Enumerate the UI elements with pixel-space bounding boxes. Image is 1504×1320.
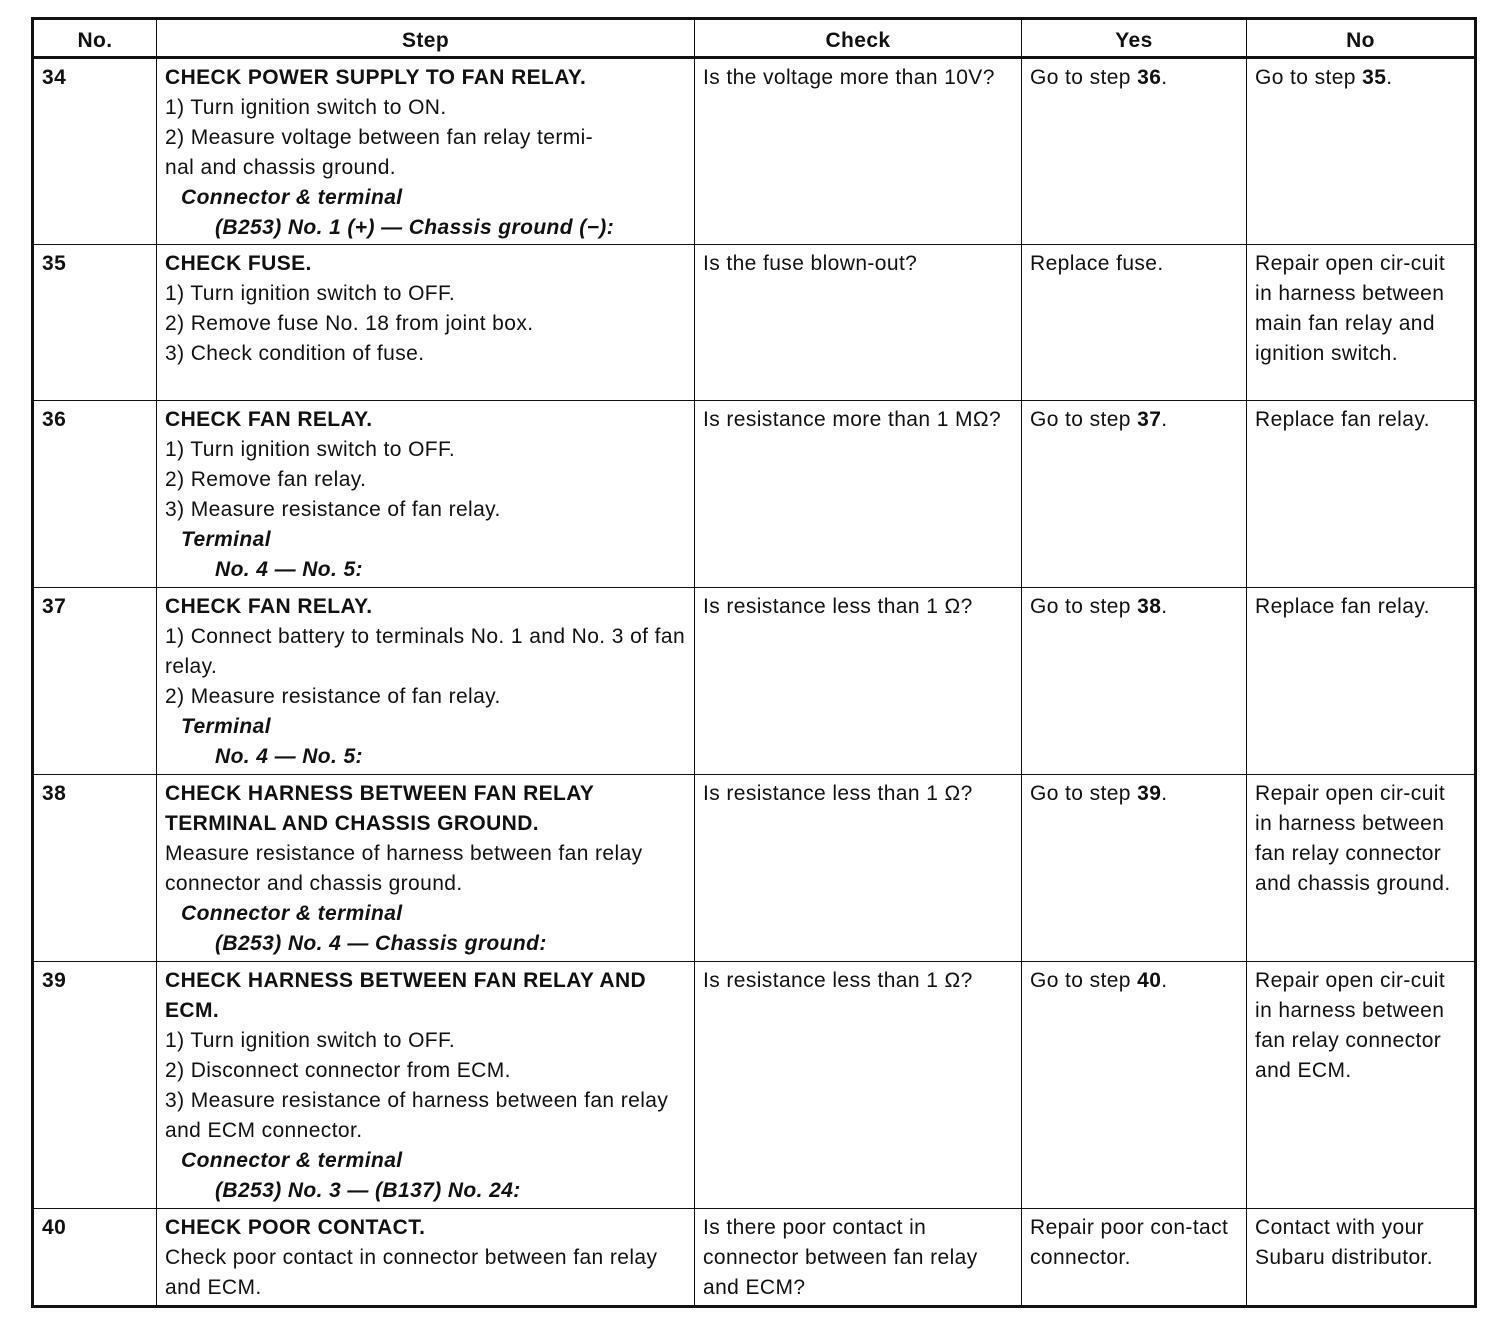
no-cell: Repair open cir-cuit in harness between main fan relay and ignition switch.: [1247, 245, 1476, 401]
terminal-label: Terminal: [181, 528, 271, 551]
yes-step-number: 39: [1137, 782, 1162, 805]
step-line: 1) Turn ignition switch to OFF.: [165, 282, 456, 305]
connector-label: Connector & terminal: [181, 902, 403, 925]
header-row: [33, 19, 1476, 58]
step-line: 2) Disconnect connector from ECM.: [165, 1059, 511, 1082]
connector-spec: (B253) No. 1 (+) — Chassis ground (−):: [215, 216, 615, 239]
table-row: [33, 245, 1476, 401]
table-row: [33, 1209, 1476, 1307]
yes-text: Go to step: [1030, 408, 1138, 431]
check-cell: Is resistance less than 1 Ω?: [695, 775, 1022, 962]
yes-cell: [1022, 775, 1247, 962]
yes-step-number: 36: [1137, 66, 1162, 89]
step-line: 1) Turn ignition switch to OFF.: [165, 1029, 456, 1052]
no-suffix: .: [1386, 66, 1393, 89]
check-cell: Is there poor contact in connector between fan relay and ECM?: [695, 1209, 1022, 1307]
table-row: [33, 588, 1476, 775]
no-cell: Repair open cir-cuit in harness between fan relay connector and ECM.: [1247, 962, 1476, 1209]
yes-cell: Repair poor con-tact connector.: [1022, 1209, 1247, 1307]
step-line: Check poor contact in connector between fan relay and ECM.: [165, 1246, 658, 1299]
table-row: [33, 58, 1476, 245]
step-line: 2) Measure voltage between fan relay termi-: [165, 126, 594, 149]
yes-text: Go to step: [1030, 66, 1138, 89]
step-line: nal and chassis ground.: [165, 156, 397, 179]
step-cell: [157, 775, 695, 962]
yes-step-number: 38: [1137, 595, 1162, 618]
connector-label: Connector & terminal: [181, 1149, 403, 1172]
step-number: 37: [33, 588, 157, 775]
step-line: 1) Turn ignition switch to ON.: [165, 96, 447, 119]
connector-label: Connector & terminal: [181, 186, 403, 209]
yes-text: Go to step: [1030, 969, 1138, 992]
step-line: 2) Measure resistance of fan relay.: [165, 685, 501, 708]
yes-suffix: .: [1161, 595, 1168, 618]
no-cell: [1247, 58, 1476, 245]
header-check: Check: [695, 19, 1022, 58]
check-cell: Is resistance less than 1 Ω?: [695, 588, 1022, 775]
header-no-result: No: [1247, 19, 1476, 58]
step-number: 35: [33, 245, 157, 401]
yes-suffix: .: [1161, 782, 1168, 805]
yes-cell: [1022, 401, 1247, 588]
step-title: CHECK POWER SUPPLY TO FAN RELAY.: [165, 66, 587, 89]
yes-step-number: 40: [1137, 969, 1162, 992]
no-step-number: 35: [1362, 66, 1387, 89]
check-cell: Is the voltage more than 10V?: [695, 58, 1022, 245]
yes-cell: Replace fuse.: [1022, 245, 1247, 401]
step-title: CHECK FAN RELAY.: [165, 408, 373, 431]
step-title: CHECK HARNESS BETWEEN FAN RELAY TERMINAL AND CHASSIS GROUND.: [165, 782, 594, 835]
step-title: CHECK POOR CONTACT.: [165, 1216, 426, 1239]
yes-suffix: .: [1161, 66, 1168, 89]
step-number: 40: [33, 1209, 157, 1307]
step-number: 34: [33, 58, 157, 245]
step-line: 1) Connect battery to terminals No. 1 and No. 3 of fan relay.: [165, 625, 686, 678]
step-title: CHECK FUSE.: [165, 252, 312, 275]
step-cell: [157, 245, 695, 401]
yes-suffix: .: [1161, 408, 1168, 431]
diagnostic-table: [31, 17, 1477, 1308]
step-line: 2) Remove fan relay.: [165, 468, 367, 491]
no-cell: Replace fan relay.: [1247, 588, 1476, 775]
yes-text: Go to step: [1030, 782, 1138, 805]
step-cell: [157, 962, 695, 1209]
step-cell: [157, 588, 695, 775]
connector-spec: (B253) No. 3 — (B137) No. 24:: [215, 1179, 521, 1202]
header-yes: Yes: [1022, 19, 1247, 58]
step-line: 3) Measure resistance of harness between fan relay and ECM connector.: [165, 1089, 669, 1142]
table-row: [33, 775, 1476, 962]
no-text: Go to step: [1255, 66, 1363, 89]
yes-cell: [1022, 588, 1247, 775]
terminal-spec: No. 4 — No. 5:: [215, 745, 363, 768]
step-cell: [157, 1209, 695, 1307]
table-row: [33, 401, 1476, 588]
step-line: 1) Turn ignition switch to OFF.: [165, 438, 456, 461]
check-cell: Is resistance less than 1 Ω?: [695, 962, 1022, 1209]
no-cell: Repair open cir-cuit in harness between fan relay connector and chassis ground.: [1247, 775, 1476, 962]
connector-spec: (B253) No. 4 — Chassis ground:: [215, 932, 547, 955]
step-line: 3) Check condition of fuse.: [165, 342, 425, 365]
step-title: CHECK HARNESS BETWEEN FAN RELAY AND ECM.: [165, 969, 647, 1022]
header-no: No.: [33, 19, 157, 58]
step-number: 39: [33, 962, 157, 1209]
check-cell: Is resistance more than 1 MΩ?: [695, 401, 1022, 588]
step-number: 36: [33, 401, 157, 588]
step-number: 38: [33, 775, 157, 962]
step-cell: [157, 58, 695, 245]
terminal-label: Terminal: [181, 715, 271, 738]
terminal-spec: No. 4 — No. 5:: [215, 558, 363, 581]
table-row: [33, 962, 1476, 1209]
check-cell: Is the fuse blown-out?: [695, 245, 1022, 401]
yes-step-number: 37: [1137, 408, 1162, 431]
step-line: Measure resistance of harness between fan relay connector and chassis ground.: [165, 842, 643, 895]
no-cell: Replace fan relay.: [1247, 401, 1476, 588]
step-line: 3) Measure resistance of fan relay.: [165, 498, 501, 521]
yes-suffix: .: [1161, 969, 1168, 992]
yes-text: Go to step: [1030, 595, 1138, 618]
no-cell: Contact with your Subaru distributor.: [1247, 1209, 1476, 1307]
step-title: CHECK FAN RELAY.: [165, 595, 373, 618]
header-step: Step: [157, 19, 695, 58]
yes-cell: [1022, 58, 1247, 245]
step-cell: [157, 401, 695, 588]
yes-cell: [1022, 962, 1247, 1209]
step-line: 2) Remove fuse No. 18 from joint box.: [165, 312, 534, 335]
